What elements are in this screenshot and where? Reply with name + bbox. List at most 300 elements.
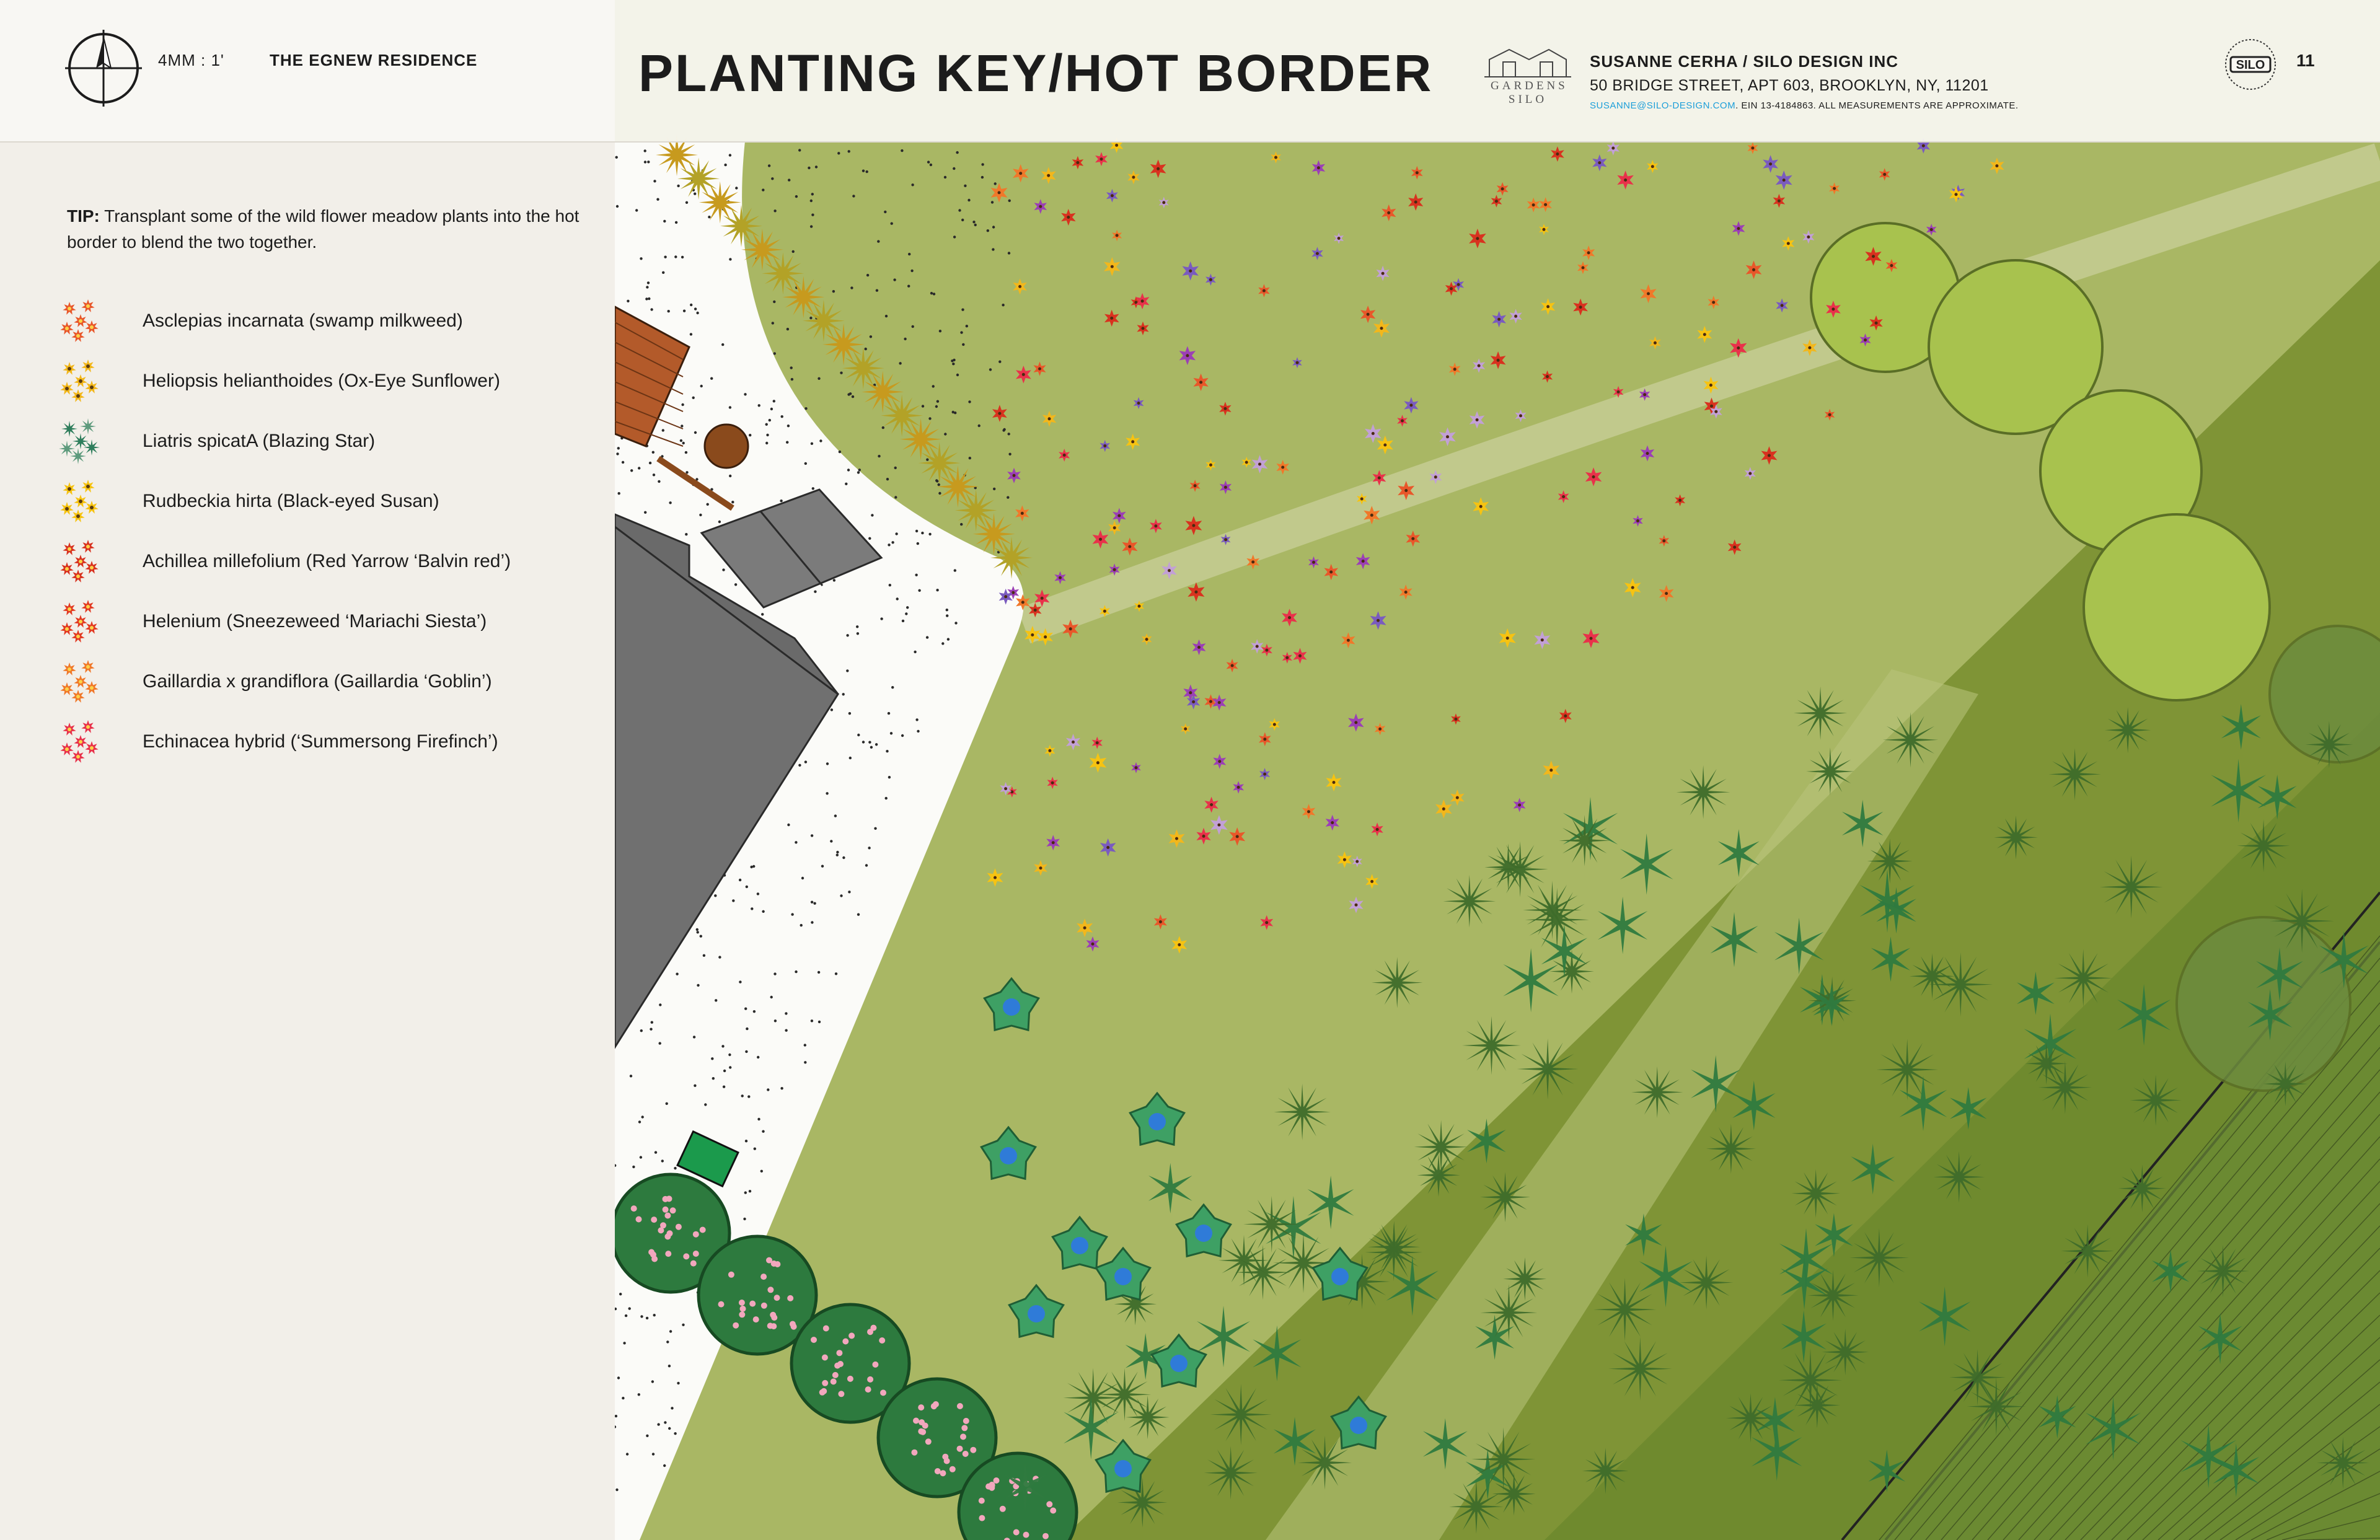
gravel-dot	[674, 255, 677, 258]
gravel-dot	[798, 149, 801, 151]
shrub-flower	[664, 1213, 671, 1219]
flower-center	[1111, 265, 1114, 268]
shrub-flower	[822, 1380, 828, 1386]
flower-center	[1387, 211, 1390, 214]
flower-center	[1041, 597, 1044, 600]
gravel-dot	[830, 840, 832, 842]
gravel-dot	[930, 164, 932, 166]
flower-center	[1414, 201, 1417, 204]
flower-center	[1617, 390, 1620, 394]
flower-center	[1209, 278, 1212, 281]
flower-center	[1590, 637, 1593, 640]
flower-center	[1307, 810, 1310, 813]
gravel-dot	[644, 511, 646, 514]
hosta-center	[1028, 1305, 1045, 1322]
flower-center	[1450, 287, 1453, 290]
gravel-dot	[682, 1324, 684, 1326]
gravel-dot	[649, 462, 651, 464]
shrub-flower	[1042, 1533, 1049, 1539]
gravel-dot	[666, 1102, 668, 1105]
gravel-dot	[729, 406, 731, 408]
gravel-dot	[724, 164, 726, 166]
flower-center	[1285, 656, 1289, 659]
flower-center	[1457, 283, 1460, 286]
flower-center	[1592, 475, 1595, 478]
flower-center	[1579, 306, 1582, 309]
gravel-dot	[905, 612, 907, 615]
flower-center	[1564, 715, 1567, 718]
flower-center	[1209, 700, 1212, 703]
flower-center	[1113, 568, 1116, 571]
flower-center	[1051, 781, 1054, 785]
gravel-dot	[732, 899, 734, 902]
gravel-dot	[650, 1028, 652, 1031]
flower-center	[1955, 193, 1958, 196]
hosta-center	[1170, 1355, 1188, 1372]
flower-center	[1076, 161, 1079, 164]
plant-key-label: Helenium (Sneezeweed ‘Mariachi Siesta’)	[143, 611, 487, 631]
gravel-dot	[770, 408, 773, 410]
gravel-dot	[800, 924, 803, 926]
flower-center	[1714, 410, 1717, 413]
gravel-dot	[768, 164, 770, 167]
plant-key-label: Echinacea hybrid (‘Summersong Firefinch’)	[143, 731, 498, 752]
flower-center	[1354, 721, 1357, 724]
flower-center	[1382, 272, 1385, 275]
flower-center	[1316, 252, 1319, 255]
gravel-dot	[891, 541, 894, 543]
flower-center	[1751, 146, 1754, 149]
plant-key-row	[56, 295, 589, 351]
gravel-dot	[785, 1012, 787, 1014]
flower-center	[1372, 432, 1375, 435]
shrub-flower	[935, 1468, 941, 1474]
flower-center	[1141, 299, 1144, 302]
flower-center	[1194, 484, 1197, 487]
shrub-flower	[663, 1196, 669, 1202]
gravel-dot	[814, 591, 816, 593]
gravel-dot	[758, 404, 760, 407]
gravel-dot	[746, 886, 748, 888]
flower-center	[1416, 171, 1419, 174]
gravel-dot	[908, 253, 910, 255]
silo-badge-icon	[2222, 36, 2279, 93]
gravel-dot	[700, 385, 703, 387]
flower-center	[1175, 837, 1178, 840]
flower-center	[1446, 435, 1449, 438]
flower-center	[1263, 289, 1266, 293]
flower-center	[1069, 627, 1072, 630]
flower-center	[1189, 270, 1192, 273]
gravel-dot	[792, 250, 795, 253]
gravel-dot	[928, 533, 931, 535]
flower-center	[1703, 333, 1706, 336]
gravel-dot	[712, 1077, 715, 1080]
gravel-dot	[646, 1435, 648, 1437]
gravel-dot	[921, 532, 923, 534]
gravel-dot	[991, 201, 994, 203]
gravel-dot	[677, 185, 679, 187]
sneezeweed-icon	[56, 596, 105, 645]
plant-key-label: Liatris spicatA (Blazing Star)	[143, 431, 376, 451]
flower-center	[1117, 514, 1121, 517]
flower-center	[1872, 255, 1875, 258]
shrub-flower	[831, 1378, 837, 1384]
gravel-dot	[771, 177, 774, 180]
gravel-dot	[904, 338, 906, 340]
flower-center	[1662, 539, 1665, 542]
shrub-flower	[961, 1425, 967, 1431]
flower-center	[1047, 174, 1050, 177]
shrub-flower	[822, 1355, 828, 1361]
flower-center	[1883, 173, 1886, 176]
gravel-dot	[615, 1489, 618, 1491]
flower-center	[1636, 519, 1639, 522]
flower-center	[1549, 768, 1553, 772]
gravel-dot	[722, 568, 725, 571]
flower-center	[1456, 796, 1459, 799]
flower-center	[1258, 463, 1261, 466]
flower-center	[1265, 921, 1268, 924]
gravel-dot	[690, 333, 692, 335]
gravel-dot	[966, 325, 968, 327]
gravel-dot	[640, 1315, 643, 1318]
tip-label: TIP:	[67, 206, 100, 226]
gravel-dot	[809, 317, 812, 319]
flower-center	[1748, 472, 1752, 475]
shrub-flower	[1050, 1508, 1056, 1514]
shrub-flower	[728, 1272, 734, 1278]
gravel-dot	[885, 797, 888, 799]
gravel-dot	[791, 913, 793, 915]
flower-center	[1034, 609, 1037, 612]
gravel-dot	[715, 999, 717, 1001]
gravel-dot	[618, 492, 620, 495]
flower-center	[1370, 514, 1373, 517]
gravel-dot	[723, 1086, 725, 1088]
gravel-dot	[743, 1218, 746, 1220]
flower-center	[1011, 591, 1015, 594]
plant-key-label: Asclepias incarnata (swamp milkweed)	[143, 310, 463, 331]
gravel-dot	[818, 377, 820, 380]
gravel-dot	[832, 290, 835, 293]
gravel-dot	[836, 851, 839, 853]
black-eyed-susan-icon	[56, 475, 105, 525]
flower-center	[1256, 645, 1259, 648]
flower-center	[1370, 880, 1373, 883]
hosta-center	[1000, 1147, 1017, 1164]
shrub-flower	[660, 1222, 666, 1228]
flower-center	[1497, 359, 1500, 362]
gravel-dot	[693, 1036, 695, 1038]
flower-center	[1355, 904, 1358, 907]
gravel-dot	[850, 286, 853, 289]
gravel-dot	[745, 1140, 747, 1142]
shrub-flower	[867, 1376, 873, 1383]
flower-center	[1288, 616, 1291, 619]
flower-center	[1223, 407, 1227, 410]
gravel-dot	[669, 501, 671, 504]
gravel-dot	[998, 361, 1001, 363]
gravel-dot	[944, 176, 946, 178]
gravel-dot	[770, 996, 773, 998]
flower-center	[1506, 636, 1509, 640]
gravel-dot	[939, 330, 941, 332]
gravel-dot	[769, 419, 771, 421]
plant-key-row	[56, 535, 589, 591]
gravel-dot	[798, 764, 801, 767]
shrub-flower	[918, 1404, 924, 1410]
gravel-dot	[917, 730, 919, 733]
gravel-dot	[826, 792, 828, 794]
gravel-dot	[848, 712, 851, 715]
gravel-dot	[747, 1095, 750, 1098]
shrub-flower	[940, 1470, 946, 1476]
flower-center	[1154, 524, 1157, 527]
gravel-dot	[663, 1464, 666, 1467]
flower-center	[1362, 560, 1365, 563]
gravel-dot	[804, 407, 807, 410]
flower-center	[998, 191, 1001, 194]
shrub-flower	[979, 1515, 985, 1521]
gravel-dot	[811, 921, 813, 923]
gravel-dot	[858, 469, 861, 471]
hosta-center	[1195, 1225, 1212, 1242]
gravel-dot	[745, 1050, 747, 1053]
flower-center	[1157, 167, 1160, 170]
hosta-center	[1148, 1113, 1166, 1130]
gravel-dot	[729, 258, 731, 260]
flower-center	[1296, 361, 1299, 364]
gravel-dot	[826, 762, 829, 765]
shrub-flower	[847, 1376, 853, 1382]
gravel-dot	[651, 1380, 654, 1383]
gravel-dot	[888, 543, 890, 546]
flower-center	[1367, 313, 1370, 316]
gravel-dot	[795, 841, 797, 843]
plant-key-label: Rudbeckia hirta (Black-eyed Susan)	[143, 491, 439, 511]
shrub-flower	[1046, 1501, 1052, 1507]
gravel-dot	[729, 154, 731, 156]
gravel-dot	[893, 278, 896, 281]
gravel-dot	[645, 297, 648, 300]
gravel-dot	[987, 229, 989, 232]
gravel-dot	[857, 471, 860, 473]
flower-center	[1833, 187, 1836, 190]
gravel-dot	[647, 281, 650, 284]
flower-center	[1678, 499, 1681, 502]
hosta-center	[1114, 1268, 1132, 1285]
shrub-flower	[925, 1438, 932, 1445]
flower-center	[1768, 454, 1771, 457]
gravel-dot	[791, 378, 793, 381]
gravel-dot	[680, 439, 682, 442]
flower-center	[1048, 417, 1051, 420]
gravel-dot	[915, 574, 917, 576]
gravel-dot	[839, 451, 841, 453]
project-name: THE EGNEW RESIDENCE	[270, 51, 478, 69]
gravel-dot	[877, 240, 879, 242]
flower-center	[1647, 292, 1650, 295]
flower-center	[994, 876, 997, 879]
gravel-dot	[694, 431, 697, 434]
hosta-center	[1114, 1460, 1132, 1477]
gravel-dot	[704, 1103, 707, 1106]
tree-canopy	[2084, 514, 2270, 700]
gravel-dot	[762, 910, 764, 913]
page-header	[0, 0, 2380, 143]
shrub-flower	[664, 1233, 671, 1239]
flower-center	[1116, 234, 1119, 237]
shrub-flower	[651, 1217, 657, 1223]
gravel-dot	[697, 984, 699, 987]
plant-key-row	[56, 415, 589, 471]
shrub-flower	[918, 1428, 924, 1435]
contact-details: . EIN 13-4184863. ALL MEASUREMENTS ARE APPROXIMATE.	[1735, 100, 2019, 111]
plant-key-label: Heliopsis helianthoides (Ox-Eye Sunflower)	[143, 371, 500, 391]
gravel-dot	[685, 533, 687, 535]
flower-center	[1519, 414, 1522, 417]
gravel-dot	[630, 469, 633, 472]
shrub-flower	[848, 1332, 855, 1339]
gravel-dot	[754, 1148, 756, 1150]
flower-center	[1783, 178, 1786, 182]
gravel-dot	[808, 167, 810, 169]
flower-center	[1546, 305, 1549, 308]
gravel-dot	[862, 170, 865, 172]
gravel-dot	[946, 614, 948, 617]
gravel-dot	[956, 151, 958, 154]
gravel-dot	[888, 712, 890, 715]
flower-center	[1404, 591, 1408, 594]
flower-center	[1039, 866, 1042, 869]
shrub-flower	[913, 1418, 919, 1424]
gravel-dot	[967, 199, 970, 201]
gravel-dot	[674, 1167, 676, 1169]
shrub-flower	[767, 1322, 774, 1329]
flower-center	[1360, 498, 1364, 501]
gravel-dot	[812, 487, 814, 490]
gravel-dot	[744, 1008, 747, 1010]
gravel-dot	[885, 315, 888, 317]
gravel-dot	[952, 363, 954, 365]
gravel-dot	[668, 1427, 671, 1430]
gravel-dot	[815, 165, 818, 168]
gravel-dot	[871, 514, 873, 516]
flower-center	[1038, 367, 1041, 371]
tip-text: Transplant some of the wild flower meadow plants into the hot border to blend the two together.	[67, 206, 580, 252]
scale-label: 4MM : 1'	[158, 51, 224, 69]
gravel-dot	[774, 352, 776, 354]
gravel-dot	[810, 225, 813, 227]
flower-center	[1347, 639, 1350, 642]
gravel-dot	[731, 501, 734, 503]
gravel-dot	[896, 597, 899, 600]
flower-center	[1100, 157, 1103, 161]
designer-name: SUSANNE CERHA / SILO DESIGN INC	[1590, 52, 1899, 71]
flower-center	[1331, 821, 1334, 824]
gravel-dot	[757, 892, 759, 895]
gravel-dot	[804, 760, 807, 763]
flower-center	[1828, 413, 1831, 416]
plant-key-row	[56, 355, 589, 411]
gravel-dot	[641, 1115, 644, 1118]
gravel-dot	[671, 1407, 673, 1409]
gravel-dot	[882, 426, 884, 429]
shrub-flower	[740, 1306, 746, 1312]
flower-center	[1380, 327, 1383, 330]
gravel-dot	[781, 415, 783, 418]
shrub-flower	[842, 1339, 848, 1345]
gravel-dot	[640, 257, 642, 260]
gravel-dot	[790, 366, 793, 369]
flower-center	[1209, 464, 1212, 467]
flower-center	[1329, 571, 1333, 574]
gravel-dot	[836, 854, 839, 856]
gravel-dot	[935, 479, 938, 482]
flower-center	[1453, 367, 1457, 371]
gravel-dot	[780, 1087, 783, 1089]
flower-center	[1769, 162, 1772, 165]
flower-center	[1995, 164, 1998, 167]
gravel-dot	[914, 651, 916, 653]
gravel-dot	[757, 1056, 759, 1058]
flower-center	[1442, 807, 1445, 811]
flower-center	[1541, 638, 1544, 641]
gravel-dot	[901, 734, 904, 737]
gravel-dot	[734, 583, 737, 586]
gravel-dot	[700, 935, 702, 938]
gravel-dot	[947, 638, 950, 640]
email-link[interactable]: SUSANNE@SILO-DESIGN.COM	[1590, 100, 1736, 111]
shrub-flower	[700, 1227, 706, 1233]
gravel-dot	[981, 163, 984, 165]
gravel-dot	[870, 746, 873, 749]
gravel-dot	[685, 471, 688, 473]
gravel-dot	[801, 877, 804, 879]
gravel-dot	[795, 195, 798, 198]
flower-center	[1831, 307, 1835, 310]
flower-center	[1476, 418, 1479, 421]
gravel-dot	[751, 907, 753, 910]
gravel-dot	[644, 161, 646, 163]
gravel-dot	[1002, 304, 1004, 306]
flower-center	[1224, 538, 1227, 541]
gravel-dot	[845, 483, 847, 485]
gravel-dot	[810, 200, 813, 202]
shrub-flower	[739, 1311, 745, 1318]
gravel-dot	[669, 1330, 672, 1332]
shrub-flower	[950, 1466, 956, 1472]
shrub-flower	[872, 1362, 878, 1368]
gravel-dot	[619, 1293, 622, 1295]
shrub-flower	[838, 1391, 844, 1397]
gravel-dot	[992, 226, 995, 228]
gravel-dot	[654, 1151, 657, 1153]
flower-center	[1781, 304, 1784, 307]
gravel-dot	[664, 1421, 666, 1423]
gravel-dot	[658, 480, 660, 483]
flower-center	[1142, 327, 1145, 330]
flower-center	[1495, 200, 1498, 203]
gravel-dot	[616, 452, 619, 455]
gravel-dot	[932, 385, 935, 387]
gravel-dot	[685, 451, 687, 454]
flower-center	[1059, 576, 1062, 579]
flower-center	[1131, 440, 1134, 443]
flower-center	[1401, 420, 1404, 423]
gravel-dot	[616, 205, 619, 208]
